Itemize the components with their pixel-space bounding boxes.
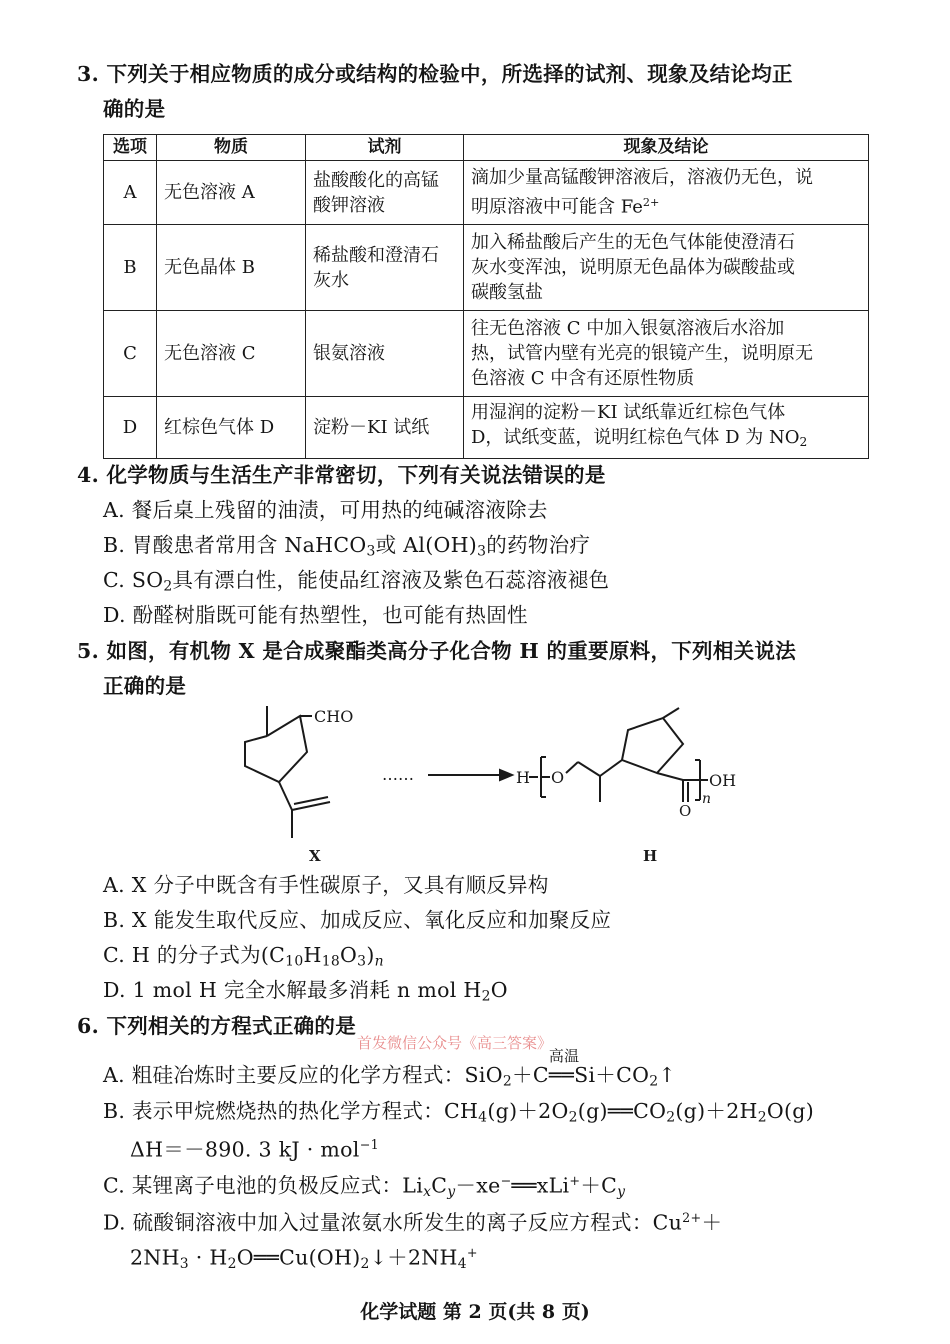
watermark: 首发微信公众号《高三答案》 — [357, 1034, 553, 1052]
subscript: x — [423, 1184, 432, 1201]
subscript: 4 — [478, 1109, 488, 1126]
superscript: −1 — [359, 1137, 379, 1152]
q3-stem-line1: 3. 下列关于相应物质的成分或结构的检验中，所选择的试剂、现象及结论均正 — [77, 62, 793, 86]
subscript: 3 — [179, 1256, 189, 1273]
h-methyl-bond — [663, 708, 679, 718]
page-footer: 化学试题 第 2 页(共 8 页) — [360, 1301, 590, 1323]
cho-label: CHO — [314, 707, 354, 726]
result-line: 色溶液 C 中含有还原性物质 — [471, 368, 695, 389]
result-line: 滴加少量高锰酸钾溶液后，溶液仍无色，说 — [471, 167, 813, 189]
text: B. 表示甲烷燃烧热的热化学方程式：CH — [103, 1099, 479, 1123]
result-line: 热，试管内壁有光亮的银镜产生，说明原无 — [471, 343, 813, 364]
text: O — [490, 978, 508, 1002]
subscript: 3 — [477, 543, 487, 560]
text: C. H 的分子式为(C — [103, 943, 286, 967]
text: (g)══CO — [577, 1099, 667, 1123]
subscript: y — [447, 1184, 456, 1201]
subscript: y — [617, 1184, 626, 1201]
q4-option-a: A. 餐后桌上残留的油渍，可用热的纯碱溶液除去 — [103, 498, 548, 522]
subscript: 2 — [666, 1109, 676, 1126]
subscript: 2 — [757, 1109, 767, 1126]
x-isopropenyl-bond — [279, 782, 292, 810]
q5-option-b: B. X 能发生取代反应、加成反应、氧化反应和加聚反应 — [103, 908, 612, 932]
subscript: 2 — [227, 1256, 237, 1273]
text: ＋ — [701, 1210, 723, 1235]
label-h: H — [643, 847, 658, 865]
dots-label: …… — [382, 765, 414, 784]
subscript: 2 — [799, 435, 808, 450]
text: ↑ — [658, 1063, 676, 1087]
q3-stem-line2: 确的是 — [103, 97, 166, 121]
bond — [578, 762, 600, 776]
text: C. 某锂离子电池的负极反应式：Li — [103, 1173, 424, 1198]
result-line: 用湿润的淀粉－KI 试纸靠近红棕色气体 — [471, 402, 786, 423]
text: O — [340, 943, 358, 967]
header-option: 选项 — [104, 135, 157, 161]
x-ring — [245, 716, 307, 782]
superscript: − — [500, 1173, 512, 1188]
text: ΔH＝－890. 3 kJ · mol — [130, 1137, 360, 1162]
carbonyl-oxygen-label: O — [679, 802, 692, 820]
subscript: 3 — [366, 543, 376, 560]
text: B. 胃酸患者常用含 NaHCO — [103, 533, 367, 557]
text: －xe — [455, 1173, 501, 1198]
text: 具有漂白性，能使品红溶液及紫色石蕊溶液褪色 — [172, 568, 610, 592]
superscript: + — [569, 1173, 581, 1188]
text: Si＋CO — [574, 1063, 650, 1087]
text: C. SO — [103, 568, 164, 592]
reagent-line: 稀盐酸和澄清石 — [313, 244, 439, 266]
text: D. 1 mol H 完全水解最多消耗 n mol H — [103, 978, 482, 1002]
n-label: n — [702, 791, 712, 807]
text: (g)＋2H — [675, 1099, 758, 1123]
bond — [657, 773, 683, 780]
superscript: + — [466, 1245, 478, 1260]
text: ＋C — [512, 1063, 549, 1087]
cell-substance: 无色溶液 A — [157, 161, 306, 225]
cell-option: D — [104, 397, 157, 459]
text: H — [303, 943, 322, 967]
q6-option-d-line2 — [130, 1239, 478, 1278]
text: 的药物治疗 — [486, 533, 591, 557]
header-substance: 物质 — [157, 135, 306, 161]
text: 或 Al(OH) — [375, 533, 478, 557]
label-x: X — [309, 847, 321, 865]
superscript: 2+ — [682, 1210, 702, 1225]
subscript: 2 — [481, 988, 491, 1005]
cell-substance: 无色晶体 B — [157, 225, 306, 311]
bond — [600, 760, 622, 776]
q6-option-a — [103, 1047, 676, 1095]
text: ↓＋2NH — [369, 1245, 458, 1270]
subscript: 10 — [285, 953, 304, 970]
text: O(g) — [766, 1099, 815, 1123]
q4-stem: 4. 化学物质与生活生产非常密切，下列有关说法错误的是 — [77, 463, 606, 487]
q6-option-c — [103, 1167, 625, 1206]
text: (g)＋2O — [487, 1099, 569, 1123]
subscript: 2 — [163, 578, 173, 595]
subscript: 3 — [357, 953, 367, 970]
q5-option-a: A. X 分子中既含有手性碳原子，又具有顺反异构 — [103, 873, 549, 897]
subscript: 2 — [649, 1073, 659, 1090]
subscript: 4 — [457, 1256, 467, 1273]
result-line: 加入稀盐酸后产生的无色气体能使澄清石 — [471, 232, 795, 253]
cell-substance: 红棕色气体 D — [157, 397, 306, 459]
text: · H — [188, 1245, 228, 1270]
header-reagent: 试剂 — [306, 135, 464, 161]
q6-option-b-line2 — [130, 1131, 379, 1164]
q6-stem: 6. 下列相关的方程式正确的是 — [77, 1014, 357, 1038]
text: D. 硫酸铜溶液中加入过量浓氨水所发生的离子反应方程式：Cu — [103, 1210, 683, 1235]
superscript: 2+ — [642, 196, 660, 210]
arrow-head — [500, 770, 512, 780]
header-result: 现象及结论 — [464, 135, 869, 161]
q5-option-c — [103, 941, 384, 975]
cell-option: C — [104, 311, 157, 397]
subscript: 2 — [360, 1256, 370, 1273]
bond — [566, 762, 578, 773]
result-text: 明原溶液中可能含 Fe — [471, 196, 643, 218]
q5-stem-line1: 5. 如图，有机物 X 是合成聚酯类高分子化合物 H 的重要原料，下列相关说法 — [77, 639, 797, 663]
cell-option: B — [104, 225, 157, 311]
subscript: n — [374, 953, 384, 970]
q5-option-d — [103, 976, 508, 1010]
text: ＋C — [580, 1173, 618, 1198]
result-line: 灰水变浑浊，说明原无色晶体为碳酸盐或 — [471, 257, 795, 278]
subscript: 2 — [568, 1109, 578, 1126]
condition-label: 高温 — [548, 1047, 580, 1065]
text: 2NH — [130, 1245, 180, 1270]
reagent-line: 盐酸酸化的高锰 — [313, 169, 439, 191]
q5-stem-line2: 正确的是 — [103, 674, 187, 698]
text: ) — [366, 943, 375, 967]
q6-option-b — [103, 1097, 814, 1131]
text: ══xLi — [511, 1173, 570, 1198]
reagent-line: 灰水 — [313, 269, 349, 291]
cell-option: A — [104, 161, 157, 225]
cell-substance: 无色溶液 C — [157, 311, 306, 397]
reaction-condition: 高温 ══ — [549, 1061, 574, 1089]
text: A. 粗硅冶炼时主要反应的化学方程式：SiO — [103, 1063, 503, 1087]
subscript: 2 — [502, 1073, 513, 1090]
cell-reagent: 淀粉－KI 试纸 — [306, 397, 464, 459]
reagent-line: 酸钾溶液 — [313, 194, 385, 216]
q4-option-d: D. 酚醛树脂既可能有热塑性，也可能有热固性 — [103, 603, 528, 627]
h-ring — [622, 718, 683, 773]
q6-option-d — [103, 1204, 722, 1237]
result-line: 碳酸氢盐 — [471, 282, 543, 303]
text: C — [431, 1173, 448, 1198]
cell-reagent: 银氨溶液 — [306, 311, 464, 397]
subscript: 18 — [321, 953, 341, 970]
oh-label: OH — [709, 771, 737, 790]
oxygen-label: O — [551, 768, 565, 787]
text: O══Cu(OH) — [236, 1245, 361, 1270]
result-text: D，试纸变蓝，说明红棕色气体 D 为 NO — [471, 427, 800, 448]
result-line: 往无色溶液 C 中加入银氨溶液后水浴加 — [471, 318, 785, 339]
h-atom-label: H — [516, 768, 530, 787]
